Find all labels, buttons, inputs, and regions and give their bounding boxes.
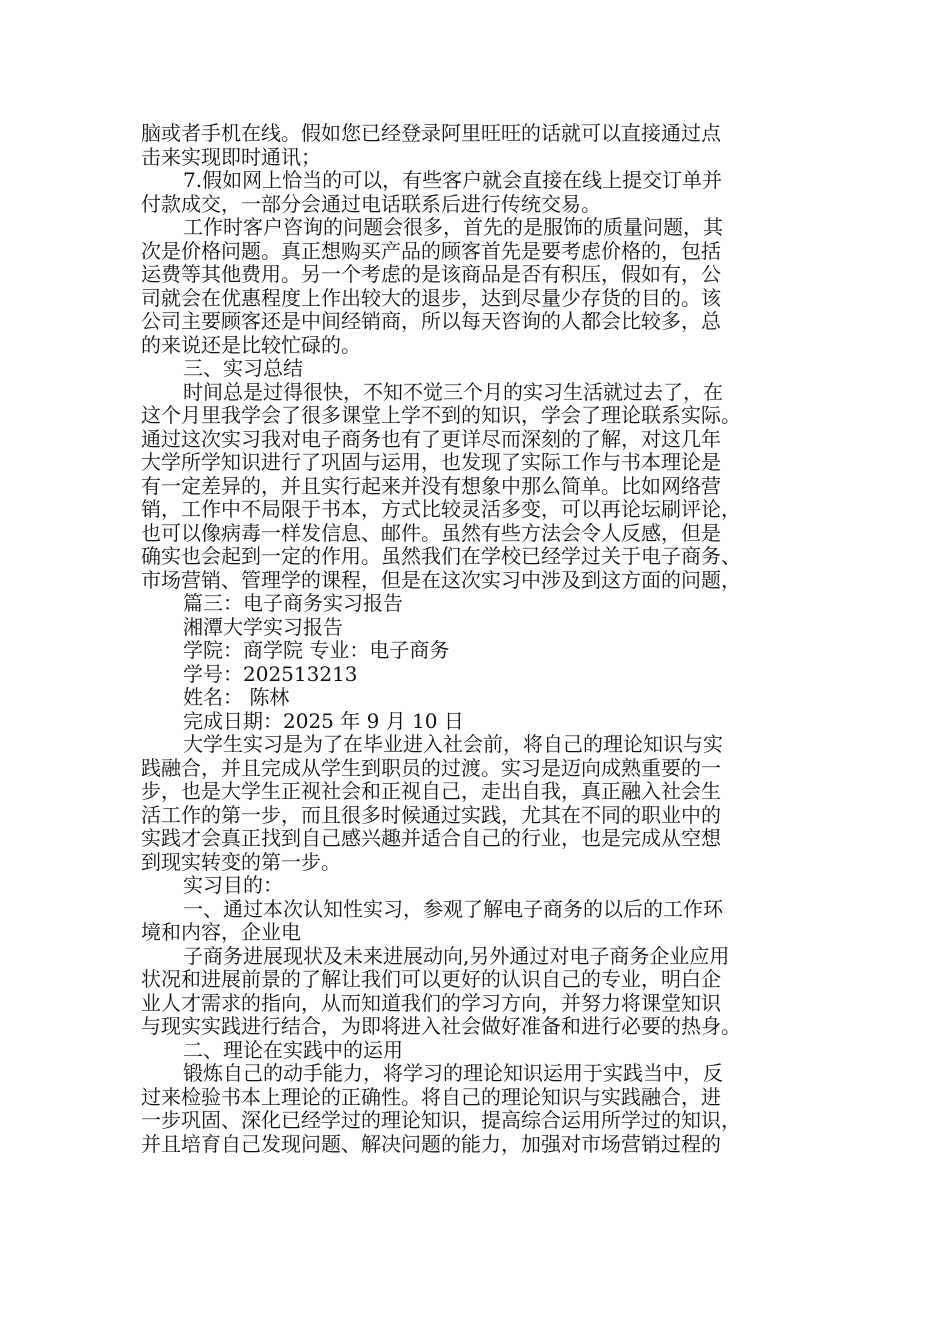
text-line: 7.假如网上恰当的可以，有些客户就会直接在线上提交订单并 — [183, 168, 723, 192]
text-line: 脑或者手机在线。假如您已经登录阿里旺旺的话就可以直接通过点 — [141, 121, 721, 145]
text-line: 子商务进展现状及未来进展动向,另外通过对电子商务企业应用 — [183, 943, 730, 968]
text-line: 过来检验书本上理论的正确性。将自己的理论知识与实践融合，进 — [141, 1084, 721, 1109]
text-line: 锻炼自己的动手能力，将学习的理论知识运用于实践当中，反 — [183, 1061, 723, 1085]
text-line: 一步巩固、深化已经学过的理论知识，提高综合运用所学过的知识， — [141, 1108, 741, 1132]
text-line: 大学所学知识进行了巩固与运用，也发现了实际工作与书本理论是 — [141, 450, 721, 474]
text-line: 一、通过本次认知性实习，参观了解电子商务的以后的工作环 — [183, 896, 723, 921]
text-line: 学院：商学院 专业：电子商务 — [183, 638, 450, 662]
text-line: 二、理论在实践中的运用 — [183, 1037, 403, 1062]
text-line: 湘潭大学实习报告 — [183, 614, 343, 639]
text-line: 并且培育自己发现问题、解决问题的能力，加强对市场营销过程的 — [141, 1131, 721, 1156]
text-line: 通过这次实习我对电子商务也有了更详尽而深刻的了解，对这几年 — [141, 426, 721, 451]
text-line: 业人才需求的指向，从而知道我们的学习方向，并努力将课堂知识 — [141, 990, 721, 1015]
text-line: 次是价格问题。真正想购买产品的顾客首先是要考虑价格的，包括 — [141, 238, 721, 263]
text-line: 大学生实习是为了在毕业进入社会前，将自己的理论知识与实 — [183, 732, 723, 756]
text-line: 运费等其他费用。另一个考虑的是该商品是否有积压，假如有，公 — [141, 262, 721, 286]
text-line: 实习目的： — [183, 873, 283, 897]
text-line: 确实也会起到一定的作用。虽然我们在学校已经学过关于电子商务、 — [141, 544, 741, 568]
text-line: 付款成交，一部分会通过电话联系后进行传统交易。 — [141, 191, 601, 216]
text-line: 学号：202513213 — [183, 661, 358, 686]
text-line: 实践才会真正找到自己感兴趣并适合自己的行业，也是完成从空想 — [141, 826, 721, 850]
text-line: 活工作的第一步，而且很多时候通过实践，尤其在不同的职业中的 — [141, 802, 721, 827]
text-line: 篇三：电子商务实习报告 — [183, 591, 403, 615]
text-line: 完成日期：2025 年 9 月 10 日 — [183, 708, 464, 733]
text-line: 到现实转变的第一步。 — [141, 849, 341, 874]
text-line: 销，工作中不局限于书本，方式比较灵活多变，可以再论坛刷评论， — [141, 497, 741, 521]
text-line: 与现实实践进行结合，为即将进入社会做好准备和进行必要的热身。 — [141, 1014, 741, 1038]
text-line: 这个月里我学会了很多课堂上学不到的知识，学会了理论联系实际。 — [141, 403, 741, 427]
text-line: 境和内容，企业电 — [141, 920, 301, 944]
text-line: 状况和进展前景的了解让我们可以更好的认识自己的专业，明白企 — [141, 967, 721, 991]
text-line: 击来实现即时通讯； — [141, 144, 321, 169]
text-line: 姓名： 陈林 — [183, 685, 290, 709]
text-line: 司就会在优惠程度上作出较大的退步，达到尽量少存货的目的。该 — [141, 285, 721, 310]
text-line: 也可以像病毒一样发信息、邮件。虽然有些方法会令人反感，但是 — [141, 520, 721, 545]
text-line: 工作时客户咨询的问题会很多，首先的是服饰的质量问题，其 — [183, 215, 723, 239]
text-line: 三、实习总结 — [183, 356, 303, 380]
text-line: 公司主要顾客还是中间经销商，所以每天咨询的人都会比较多，总 — [141, 309, 721, 333]
document-body — [141, 122, 813, 1156]
text-line: 有一定差异的，并且实行起来并没有想象中那么简单。比如网络营 — [141, 473, 721, 498]
text-line: 的来说还是比较忙碌的。 — [141, 332, 361, 357]
text-line: 践融合，并且完成从学生到职员的过渡。实习是迈向成熟重要的一 — [141, 755, 721, 780]
text-line: 市场营销、管理学的课程，但是在这次实习中涉及到这方面的问题， — [141, 567, 741, 592]
text-line: 步，也是大学生正视社会和正视自己，走出自我，真正融入社会生 — [141, 779, 721, 803]
text-line: 时间总是过得很快，不知不觉三个月的实习生活就过去了，在 — [183, 379, 723, 404]
